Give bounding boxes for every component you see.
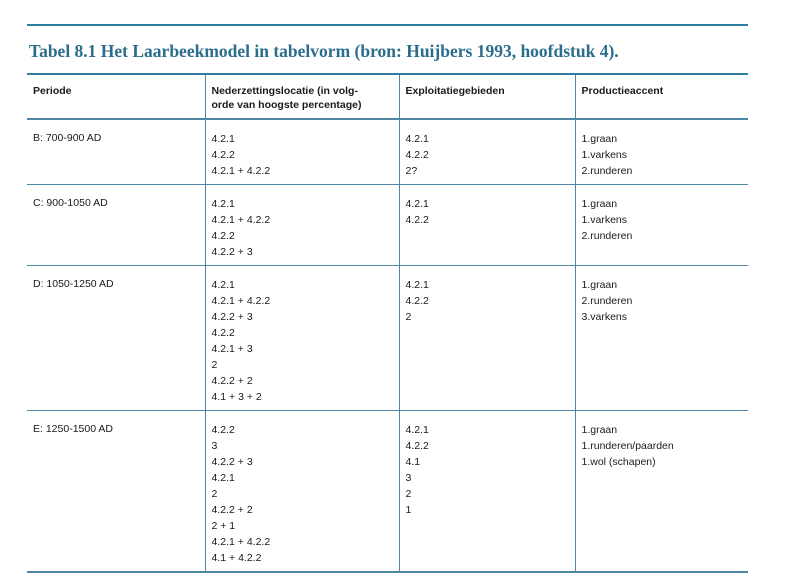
cell-exploitatie — [399, 266, 575, 411]
cell-periode — [27, 266, 205, 411]
productie-item: 1.graan — [581, 424, 618, 436]
header-row — [27, 75, 748, 119]
cell-exploitatie — [399, 411, 575, 573]
table-row — [27, 185, 748, 266]
cell-productie — [575, 411, 748, 573]
productie-item: 3.varkens — [581, 311, 628, 323]
locatie-item: 4.2.2 — [211, 424, 235, 436]
exploitatie-item: 4.2.1 — [405, 133, 429, 145]
productie-item: 1.graan — [581, 198, 618, 210]
top-rule — [27, 24, 748, 26]
document-page — [27, 24, 748, 573]
locatie-item: 4.1 + 4.2.2 — [211, 552, 262, 564]
cell-exploitatie — [399, 185, 575, 266]
header-productie: Productieaccent — [575, 75, 748, 119]
locatie-item: 4.1 + 3 + 2 — [211, 391, 262, 403]
cell-nederzetting — [205, 185, 399, 266]
periode-label: B: 700-900 AD — [33, 132, 102, 144]
cell-periode — [27, 185, 205, 266]
table-row — [27, 119, 748, 185]
locatie-item: 4.2.1 + 4.2.2 — [211, 165, 271, 177]
productie-item: 1.graan — [581, 279, 618, 291]
locatie-item: 4.2.1 + 4.2.2 — [211, 536, 271, 548]
cell-nederzetting — [205, 266, 399, 411]
exploitatie-item: 4.2.1 — [405, 198, 429, 210]
table-caption: Tabel 8.1 Het Laarbeekmodel in tabelvorm (bron: Huijbers 1993, hoofdstuk 4). — [29, 41, 619, 61]
laarbeek-table — [27, 75, 748, 573]
cell-periode — [27, 411, 205, 573]
cell-productie — [575, 266, 748, 411]
productie-item: 1.varkens — [581, 214, 628, 226]
exploitatie-item: 4.2.2 — [405, 295, 429, 307]
cell-exploitatie — [399, 119, 575, 185]
locatie-item: 4.2.1 + 3 — [211, 343, 253, 355]
productie-item: 2.runderen — [581, 295, 633, 307]
periode-label: C: 900-1050 AD — [33, 197, 108, 209]
header-periode: Periode — [27, 75, 205, 119]
locatie-item: 2 — [211, 488, 218, 500]
exploitatie-item: 4.2.1 — [405, 279, 429, 291]
locatie-item: 4.2.1 — [211, 472, 235, 484]
cell-productie — [575, 119, 748, 185]
cell-productie — [575, 185, 748, 266]
exploitatie-item: 4.2.2 — [405, 149, 429, 161]
locatie-item: 4.2.2 + 3 — [211, 456, 253, 468]
locatie-item: 4.2.2 + 3 — [211, 246, 253, 258]
locatie-item: 4.2.2 — [211, 230, 235, 242]
locatie-item: 2 — [211, 359, 218, 371]
header-nederzetting: Nederzettingslocatie (in volg- orde van hoogste percentage) — [205, 75, 399, 119]
locatie-item: 4.2.2 — [211, 327, 235, 339]
periode-label: D: 1050-1250 AD — [33, 278, 114, 290]
table-row — [27, 266, 748, 411]
locatie-item: 4.2.1 — [211, 279, 235, 291]
cell-periode — [27, 119, 205, 185]
locatie-item: 2 + 1 — [211, 520, 236, 532]
locatie-item: 4.2.1 — [211, 198, 235, 210]
locatie-item: 4.2.1 — [211, 133, 235, 145]
exploitatie-item: 2? — [405, 165, 418, 177]
productie-item: 1.wol (schapen) — [581, 456, 656, 468]
locatie-item: 3 — [211, 440, 218, 452]
productie-item: 1.graan — [581, 133, 618, 145]
productie-item: 1.varkens — [581, 149, 628, 161]
table-row — [27, 411, 748, 573]
locatie-item: 4.2.1 + 4.2.2 — [211, 295, 271, 307]
exploitatie-item: 2 — [405, 488, 412, 500]
locatie-item: 4.2.2 + 3 — [211, 311, 253, 323]
periode-label: E: 1250-1500 AD — [33, 423, 113, 435]
cell-nederzetting — [205, 411, 399, 573]
exploitatie-item: 3 — [405, 472, 412, 484]
productie-item: 1.runderen/paarden — [581, 440, 674, 452]
productie-item: 2.runderen — [581, 165, 633, 177]
productie-item: 2.runderen — [581, 230, 633, 242]
exploitatie-item: 1 — [405, 504, 412, 516]
locatie-item: 4.2.2 + 2 — [211, 504, 253, 516]
exploitatie-item: 2 — [405, 311, 412, 323]
locatie-item: 4.2.2 — [211, 149, 235, 161]
locatie-item: 4.2.2 + 2 — [211, 375, 253, 387]
exploitatie-item: 4.2.1 — [405, 424, 429, 436]
exploitatie-item: 4.2.2 — [405, 214, 429, 226]
header-exploitatie: Exploitatiegebieden — [399, 75, 575, 119]
cell-nederzetting — [205, 119, 399, 185]
locatie-item: 4.2.1 + 4.2.2 — [211, 214, 271, 226]
exploitatie-item: 4.2.2 — [405, 440, 429, 452]
exploitatie-item: 4.1 — [405, 456, 421, 468]
